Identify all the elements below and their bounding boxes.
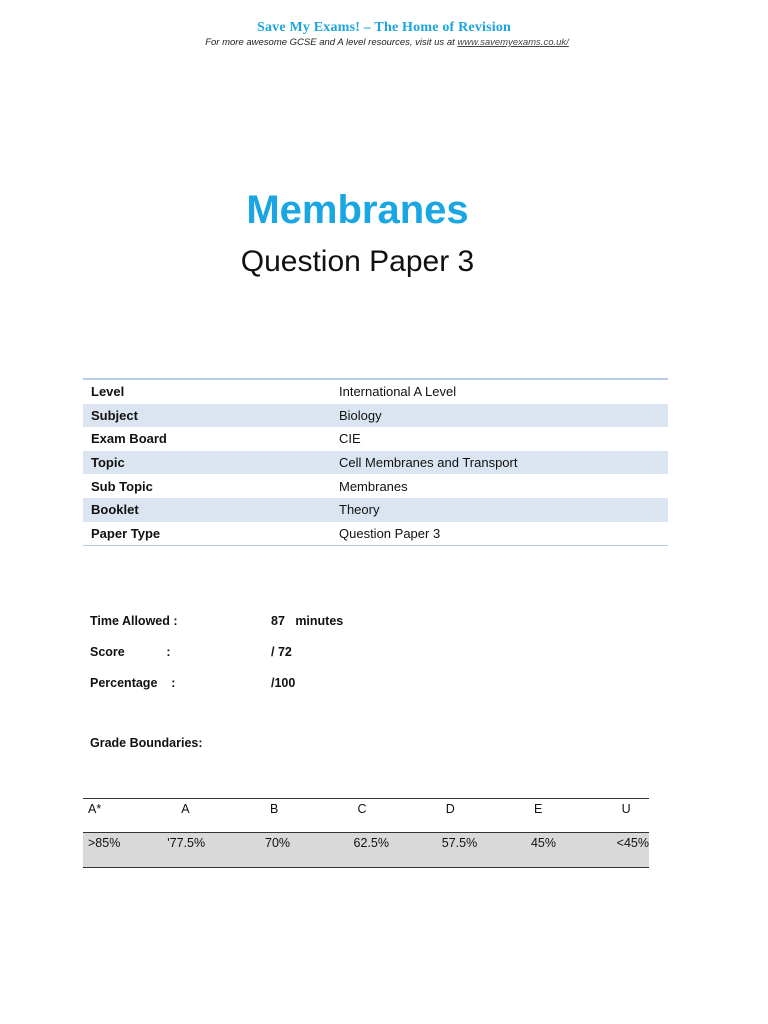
time-allowed-value: 87 minutes <box>271 614 344 628</box>
info-value: Membranes <box>339 478 408 494</box>
grade-header: E <box>519 799 607 833</box>
info-label: Subject <box>83 404 331 428</box>
grade-header: U <box>607 799 649 833</box>
info-value: Biology <box>331 404 668 428</box>
info-row-exam-board <box>83 427 668 451</box>
grade-boundaries-table <box>83 798 649 868</box>
info-label: Topic <box>83 451 331 475</box>
grade-values-row <box>83 833 649 868</box>
header-subtitle-text: For more awesome GCSE and A level resources, visit us at <box>205 37 458 48</box>
grade-header: A <box>161 799 254 833</box>
info-value: International A Level <box>339 384 457 400</box>
grade-value: >85% <box>83 833 161 868</box>
header-subtitle <box>0 37 768 48</box>
score <box>90 645 292 659</box>
info-row-paper-type <box>83 522 668 546</box>
document-title: Membranes <box>246 188 469 232</box>
grade-header: A* <box>83 799 161 833</box>
info-label: Sub Topic <box>91 478 153 494</box>
document-subtitle: Question Paper 3 <box>240 245 475 278</box>
grade-boundaries-label: Grade Boundaries: <box>90 736 203 750</box>
info-row-level <box>83 379 668 404</box>
page-header <box>0 20 768 48</box>
time-allowed <box>90 614 344 628</box>
grade-value: <45% <box>607 833 649 868</box>
score-value: / 72 <box>271 645 292 659</box>
grade-value: 45% <box>519 833 607 868</box>
percentage-label: Percentage : <box>90 676 176 690</box>
info-value: Theory <box>331 498 668 522</box>
grade-header: B <box>254 799 343 833</box>
grade-header-row <box>83 799 649 833</box>
info-value: CIE <box>339 431 361 447</box>
percentage <box>90 676 296 690</box>
grade-value: 62.5% <box>343 833 431 868</box>
info-row-booklet <box>83 498 668 522</box>
percentage-value: /100 <box>271 676 296 690</box>
grade-value: 70% <box>254 833 343 868</box>
info-value: Question Paper 3 <box>339 525 441 541</box>
info-label: Paper Type <box>91 525 161 541</box>
info-row-subject <box>83 404 668 428</box>
paper-info-table <box>83 378 668 546</box>
grade-header: D <box>431 799 519 833</box>
header-title: Save My Exams! – The Home of Revision <box>256 20 512 35</box>
grade-value: 57.5% <box>431 833 519 868</box>
info-label: Exam Board <box>91 431 167 447</box>
info-value: Cell Membranes and Transport <box>331 451 668 475</box>
grade-value: '77.5% <box>161 833 254 868</box>
info-row-sub-topic <box>83 474 668 498</box>
info-label: Level <box>91 384 125 400</box>
time-allowed-label: Time Allowed : <box>90 614 178 628</box>
info-row-topic <box>83 451 668 475</box>
score-label: Score : <box>90 645 171 659</box>
info-label: Booklet <box>83 498 331 522</box>
grade-header: C <box>343 799 431 833</box>
website-link[interactable]: www.savemyexams.co.uk/ <box>457 37 569 48</box>
